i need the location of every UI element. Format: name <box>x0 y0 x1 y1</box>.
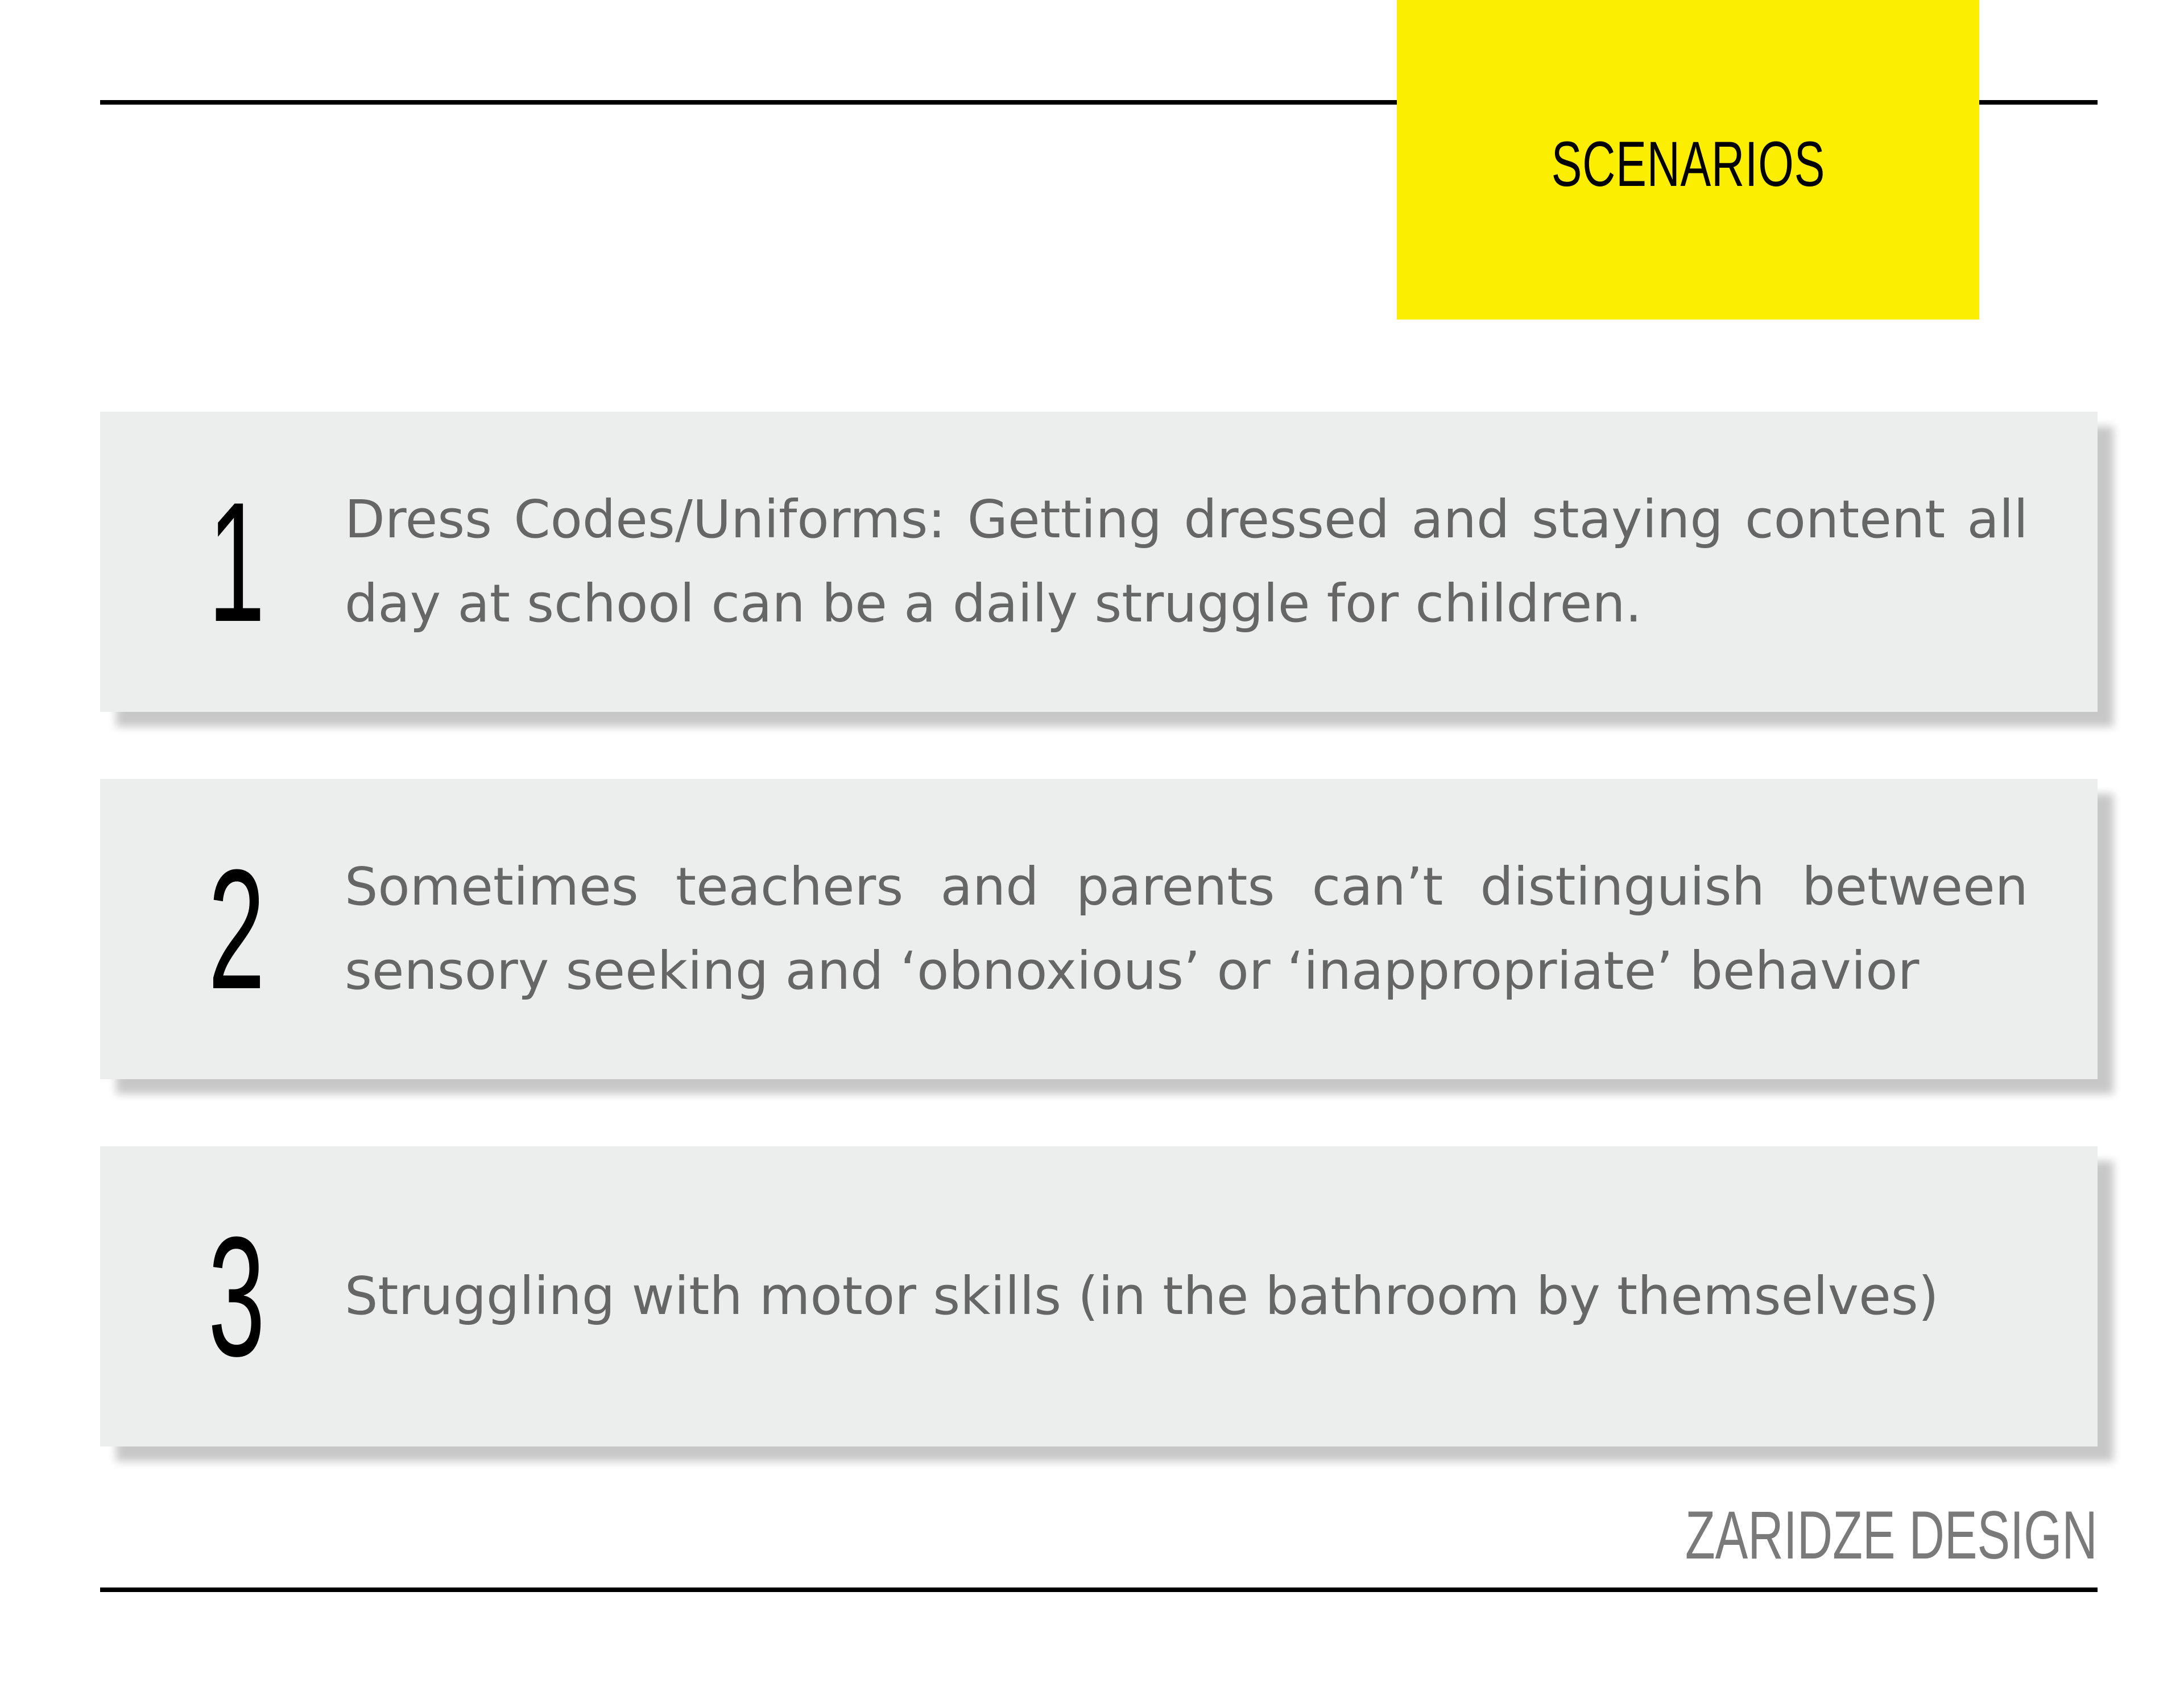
bottom-rule <box>100 1587 2098 1592</box>
scenario-card-3 <box>100 1146 2098 1446</box>
scenario-text: Dress Codes/Uniforms: Getting dressed and staying content all day at school can be a daily struggle for children. <box>345 489 2028 634</box>
footer-brand: ZARIDZE DESIGN <box>1685 1497 2098 1573</box>
scenario-card-2 <box>100 779 2098 1079</box>
scenario-text: Sometimes teachers and parents can’t distinguish between sensory seeking and ‘obnoxious’ or ‘inappropriate’ behavior <box>345 856 2028 1001</box>
title-banner <box>1397 0 1979 320</box>
scenario-card-1 <box>100 412 2098 712</box>
scenario-text-wrapper <box>345 1146 2028 1446</box>
page-title: SCENARIOS <box>1551 129 1825 200</box>
scenario-text-wrapper <box>345 779 2028 1079</box>
scenario-number: 1 <box>208 466 266 657</box>
scenario-number: 2 <box>208 834 266 1025</box>
scenario-text-wrapper <box>345 412 2028 712</box>
scenario-text: Struggling with motor skills (in the bathroom by themselves) <box>345 1266 1939 1327</box>
scenario-number: 3 <box>208 1201 266 1392</box>
